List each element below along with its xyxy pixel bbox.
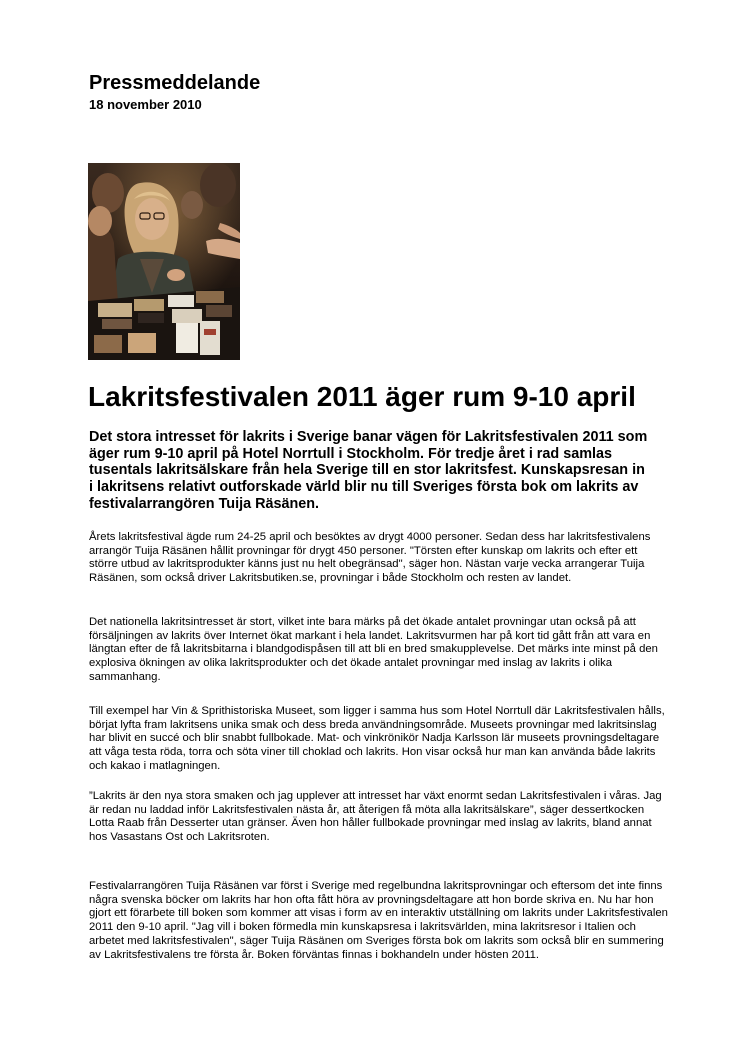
release-date: 18 november 2010	[89, 97, 202, 112]
article-lead: Det stora intresset för lakrits i Sverige banar vägen för Lakritsfestivalen 2011 som äger rum 9-10 april på Hotel Norrtull i Stockholm. För tredje året i rad samlas tusentals lakritsälskare från hela Sverige till en stor lakritsfest. Kunskapsresan in i lakritsens relativt outforskade värld blir nu till Sveriges första bok om lakrits av festivalarrangören Tuija Räsänen.	[89, 429, 648, 512]
festival-crowd-photo	[88, 163, 240, 360]
body-paragraph-5: Festivalarrangören Tuija Räsänen var först i Sverige med regelbundna lakritsprovningar och eftersom det inte finns några svenska böcker om lakrits har hon ofta fått höra av provningsdeltagare att hon borde skriva en. Nu har hon gjort ett förarbete till boken som kommer att visas i form av en interaktiv utställning om lakrits under Lakritsfestivalen 2011 den 9-10 april. "Jag vill i boken förmedla min kunskapsresa i lakritsvärlden, mina lakritsresor i Italien och arbetet med lakritsfestivalen", säger Tuija Räsänen om Sveriges första bok om lakrits som också blir en summering av Lakritsfestivalens tre första år. Boken förväntas finnas i bokhandeln under hösten 2011.	[89, 880, 668, 961]
body-paragraph-1: Årets lakritsfestival ägde rum 24-25 april och besöktes av drygt 4000 personer. Sedan dess har lakritsfestivalens arrangör Tuija Räsänen hållit provningar för drygt 450 personer. "Törsten efter kunskap om lakrits och efter ett större utbud av lakritsprodukter känns just nu helt obegränsad", säger hon. Nästan varje vecka arrangerar Tuija Räsänen, som också driver Lakritsbutiken.se, provningar i både Stockholm och resten av landet.	[89, 531, 651, 585]
body-paragraph-3: Till exempel har Vin & Sprithistoriska Museet, som ligger i samma hus som Hotel Norrtull där Lakritsfestivalen hålls, börjat lyfta fram lakritsens unika smak och dess breda användningsområde. Museets provningar med lakritsinslag har blivit en succé och blir snabbt fullbokade. Mat- och vinkrönikör Nadja Karlsson lär museets provningsdeltagare att våga testa röda, torra och söta viner till choklad och lakrits. Hon visar också hur man kan använda både lakrits och kakao i matlagningen.	[89, 705, 665, 772]
document-type-heading: Pressmeddelande	[89, 72, 261, 94]
article-headline: Lakritsfestivalen 2011 äger rum 9-10 april	[88, 381, 636, 412]
body-paragraph-2: Det nationella lakritsintresset är stort, vilket inte bara märks på det ökade antalet provningar utan också på att försäljningen av lakrits över Internet ökat markant i hela landet. Lakritsvurmen har på kort tid gått från att vara en längtan efter de få lakritsbitarna i blandgodispåsen till att bli en bred smakupplevelse. Det märks inte minst på den explosiva ökningen av olika lakritsprodukter och det ökade antalet provningar med inslag av lakrits i olika sammanhang.	[89, 616, 658, 683]
body-paragraph-4: ”Lakrits är den nya stora smaken och jag upplever att intresset har växt enormt sedan Lakritsfestivalen i våras. Jag är redan nu laddad inför Lakritsfestivalen nästa år, att återigen få möta alla lakritsälskare”, säger dessertkocken Lotta Raab från Desserter utan gränser. Även hon håller fullbokade provningar med inslag av lakrits, bland annat hos Vasastans Ost och Lakritsroten.	[89, 790, 662, 844]
